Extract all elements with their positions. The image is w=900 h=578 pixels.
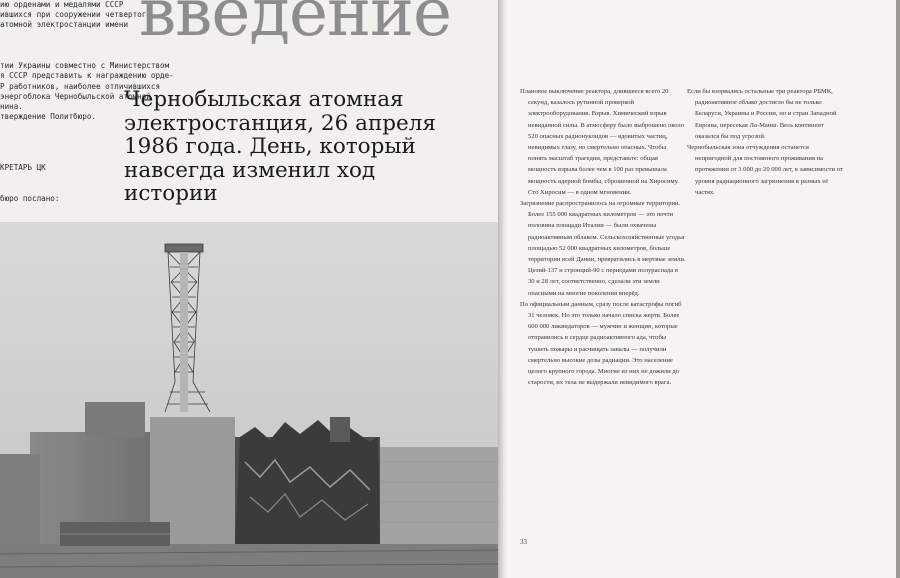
paragraph: Если бы взорвались остальные три реактора РБМК, радиоактивное облако достигло бы не только Беларуси, Украины и России, но и стран Западной Европы, пересекая Ла-Манш. Весь континент оказался бы под угрозой. xyxy=(687,88,837,140)
typed-line xyxy=(0,133,140,143)
destroyed-reactor xyxy=(235,417,380,547)
typed-line xyxy=(0,41,140,51)
typed-line: нина. xyxy=(0,102,23,112)
text-column-1 xyxy=(520,86,686,388)
typed-line xyxy=(0,31,140,41)
typed-line: энергоблока Чернобыльской атомной xyxy=(0,91,151,101)
paragraph: Чернобыльская зона отчуждения останется непригодной для постоянного проживания на протяжении от 3 000 до 20 000 лет, в зависимости от уровня радиационного загрязнения в разных её частях. xyxy=(687,144,843,196)
typed-line xyxy=(0,184,140,194)
typed-line: я СССР представить к награждению орде- xyxy=(0,71,174,81)
right-page xyxy=(508,0,896,578)
page-edge xyxy=(896,0,900,578)
typed-line xyxy=(0,153,140,163)
typed-line: ию орденами и медалями СССР xyxy=(0,0,124,9)
typed-line xyxy=(0,122,140,132)
typed-line: КРЕТАРЬ ЦК xyxy=(0,163,46,173)
chernobyl-plant-photo xyxy=(0,222,498,578)
book-gutter xyxy=(498,0,508,578)
paragraph: Плановое выключение реактора, длившееся всего 20 секунд, казалось рутинной проверкой электрооборудования. Взрыв. Химический взрыв невиданной силы. В атмосферу было выброшено около 520 опасных радионуклидов — ядовитых частиц, невидимых глазу, но смертельно опасных. Чтобы понять масштаб трагедии, представьте: общая мощность взрыва более чем в 100 раз превышала мощность ядерной бомбы, сброшенной на Хиросиму. Сто Хиросим — в одном мгновении. xyxy=(520,88,685,196)
typed-line: бюро послано: xyxy=(0,193,60,203)
paragraph: По официальным данным, сразу после катастрофы погиб 31 человек. Но это только начало списка жертв. Более 600 000 ликвидаторов — мужчин и женщин, которые отправились в сердце радиоактивного ада, чтобы тушить пожары и расчищать завалы — получили смертельно высокие дозы радиации. Это население целого крупного города. Многие из них не дожили до старости, их тела не выдержали невидимого врага. xyxy=(520,300,682,387)
typed-line: тии Украины совместно с Министерством xyxy=(0,61,170,71)
page-title: введение xyxy=(139,0,452,51)
paragraph: Загрязнение распространилось на огромные территории. Более 155 000 квадратных километров — это почти половина площади Италии — были охвачены радиоактивным облаком. Сельскохозяйственные угодья площадью 52 000 квадратных километров, больше территории всей Дании, превратились в мертвые земли. Цезий-137 и стронций-90 с периодами полураспада в 30 и 28 лет, соответственно, сделали эти земли опасными на многие поколения вперёд. xyxy=(520,200,686,297)
typed-line: Р работников, наиболее отличившихся xyxy=(0,81,161,91)
typed-line xyxy=(0,51,140,61)
typed-line xyxy=(0,143,140,153)
typed-line: ившихся при сооружении четвертого xyxy=(0,10,151,20)
typed-line: атомной электростанции имени xyxy=(0,20,129,30)
typed-line xyxy=(0,204,140,214)
text-column-2 xyxy=(687,86,843,198)
headline: Чернобыльская атомная электростанция, 26 апреля 1986 года. День, который навсегда изменил ход истории xyxy=(124,87,436,206)
typed-line xyxy=(0,173,140,183)
typed-line: тверждение Политбюро. xyxy=(0,112,97,122)
page-number: 33 xyxy=(520,538,527,546)
